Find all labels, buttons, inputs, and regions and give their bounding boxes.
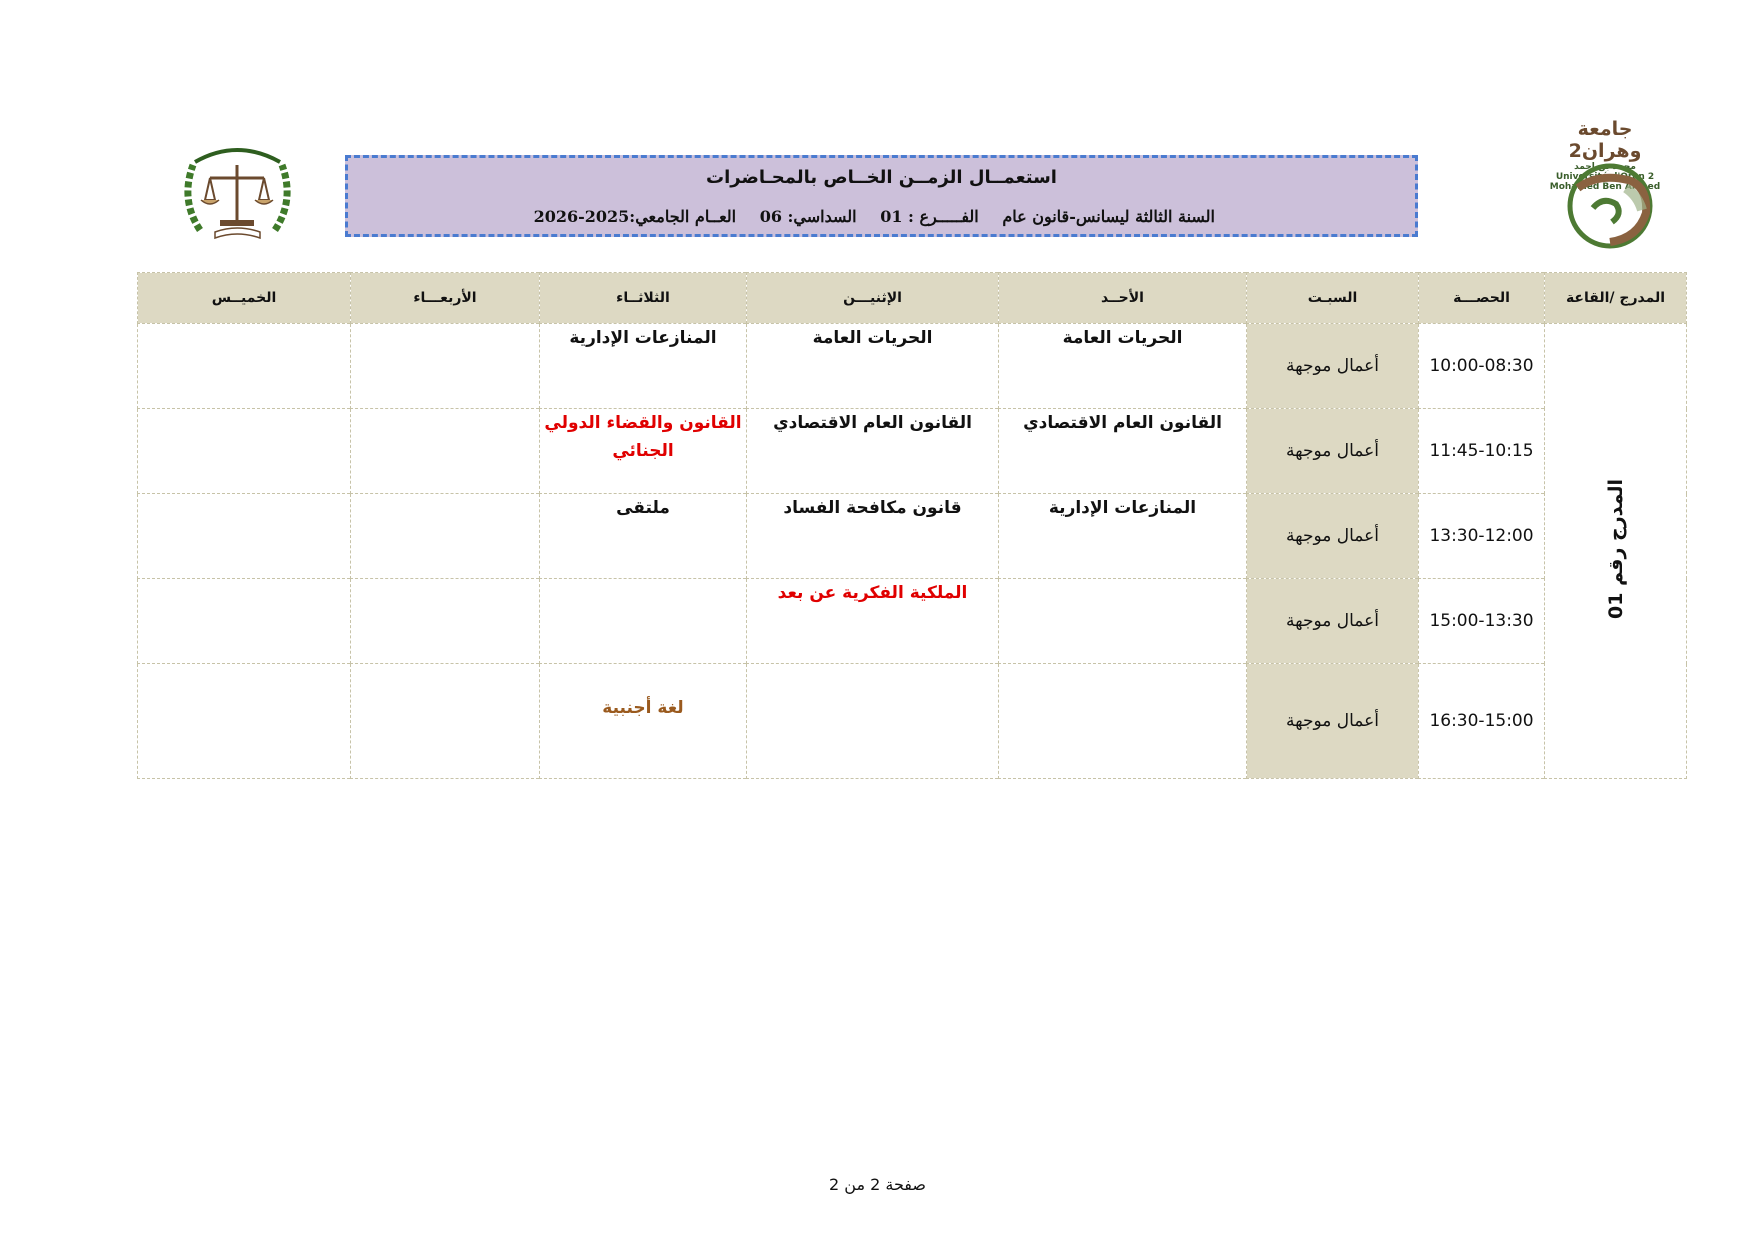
sunday-cell: القانون العام الاقتصادي <box>999 409 1247 494</box>
col-sunday: الأحــد <box>999 273 1247 324</box>
monday-cell: القانون العام الاقتصادي <box>747 409 999 494</box>
time-slot: 15:00-13:30 <box>1419 579 1545 664</box>
monday-cell: الحريات العامة <box>747 324 999 409</box>
saturday-cell: أعمال موجهة <box>1247 324 1419 409</box>
monday-cell: قانون مكافحة الفساد <box>747 494 999 579</box>
academic-year-label: العــام الجامعي:2025-2026 <box>533 207 737 226</box>
table-row <box>138 494 1687 579</box>
university-sub-ar: محمد بن احمد <box>1574 162 1636 172</box>
sunday-cell <box>999 579 1247 664</box>
col-monday: الإثنيـــن <box>747 273 999 324</box>
time-slot: 11:45-10:15 <box>1419 409 1545 494</box>
page-footer: صفحة 2 من 2 <box>829 1175 926 1194</box>
thursday-cell <box>138 324 351 409</box>
col-saturday: السبـت <box>1247 273 1419 324</box>
thursday-cell <box>138 494 351 579</box>
time-slot: 16:30-15:00 <box>1419 664 1545 779</box>
sunday-cell: الحريات العامة <box>999 324 1247 409</box>
hall-cell <box>1545 324 1687 779</box>
col-slot: الحصـــة <box>1419 273 1545 324</box>
monday-cell: الملكية الفكرية عن بعد <box>747 579 999 664</box>
col-thursday: الخميــس <box>138 273 351 324</box>
tuesday-cell: القانون والقضاء الدولي الجنائي <box>540 409 747 494</box>
table-row <box>138 324 1687 409</box>
saturday-cell: أعمال موجهة <box>1247 494 1419 579</box>
wednesday-cell <box>351 664 540 779</box>
semester-label: السداسي: 06 <box>759 207 857 226</box>
page-title: استعمــال الزمــن الخــاص بالمحـاضرات <box>706 167 1057 188</box>
wednesday-cell <box>351 579 540 664</box>
university-sub-fr-2: Mohamed Ben Ahmed <box>1549 182 1661 192</box>
tuesday-cell <box>540 579 747 664</box>
table-row <box>138 579 1687 664</box>
saturday-cell: أعمال موجهة <box>1247 409 1419 494</box>
time-slot: 13:30-12:00 <box>1419 494 1545 579</box>
header-row <box>138 273 1687 324</box>
hall-label: المدرج رقم 01 <box>1604 478 1627 619</box>
sunday-cell: المنازعات الإدارية <box>999 494 1247 579</box>
title-subline <box>516 207 1215 226</box>
col-wednesday: الأربعـــاء <box>351 273 540 324</box>
col-hall: المدرج /القاعة <box>1545 273 1687 324</box>
table-row <box>138 409 1687 494</box>
university-logo-icon <box>1538 118 1670 250</box>
monday-cell <box>747 664 999 779</box>
thursday-cell <box>138 579 351 664</box>
saturday-cell: أعمال موجهة <box>1247 579 1419 664</box>
university-sub-fr-1: Université d'Oran 2 <box>1555 172 1655 182</box>
wednesday-cell <box>351 324 540 409</box>
branch-label: الفـــــرع : 01 <box>880 207 979 226</box>
tuesday-cell: المنازعات الإدارية <box>540 324 747 409</box>
university-name: جامعة وهران2 <box>1568 118 1642 162</box>
faculty-seal-icon <box>175 140 300 252</box>
wednesday-cell <box>351 409 540 494</box>
table-row <box>138 664 1687 779</box>
thursday-cell <box>138 664 351 779</box>
tuesday-cell: لغة أجنبية <box>540 664 747 779</box>
sunday-cell <box>999 664 1247 779</box>
wednesday-cell <box>351 494 540 579</box>
col-tuesday: الثلاثــاء <box>540 273 747 324</box>
year-label: السنة الثالثة ليسانس-قانون عام <box>1002 207 1215 226</box>
tuesday-cell: ملتقى <box>540 494 747 579</box>
time-slot: 10:00-08:30 <box>1419 324 1545 409</box>
saturday-cell: أعمال موجهة <box>1247 664 1419 779</box>
title-box <box>345 155 1418 237</box>
schedule-table <box>137 272 1687 779</box>
thursday-cell <box>138 409 351 494</box>
